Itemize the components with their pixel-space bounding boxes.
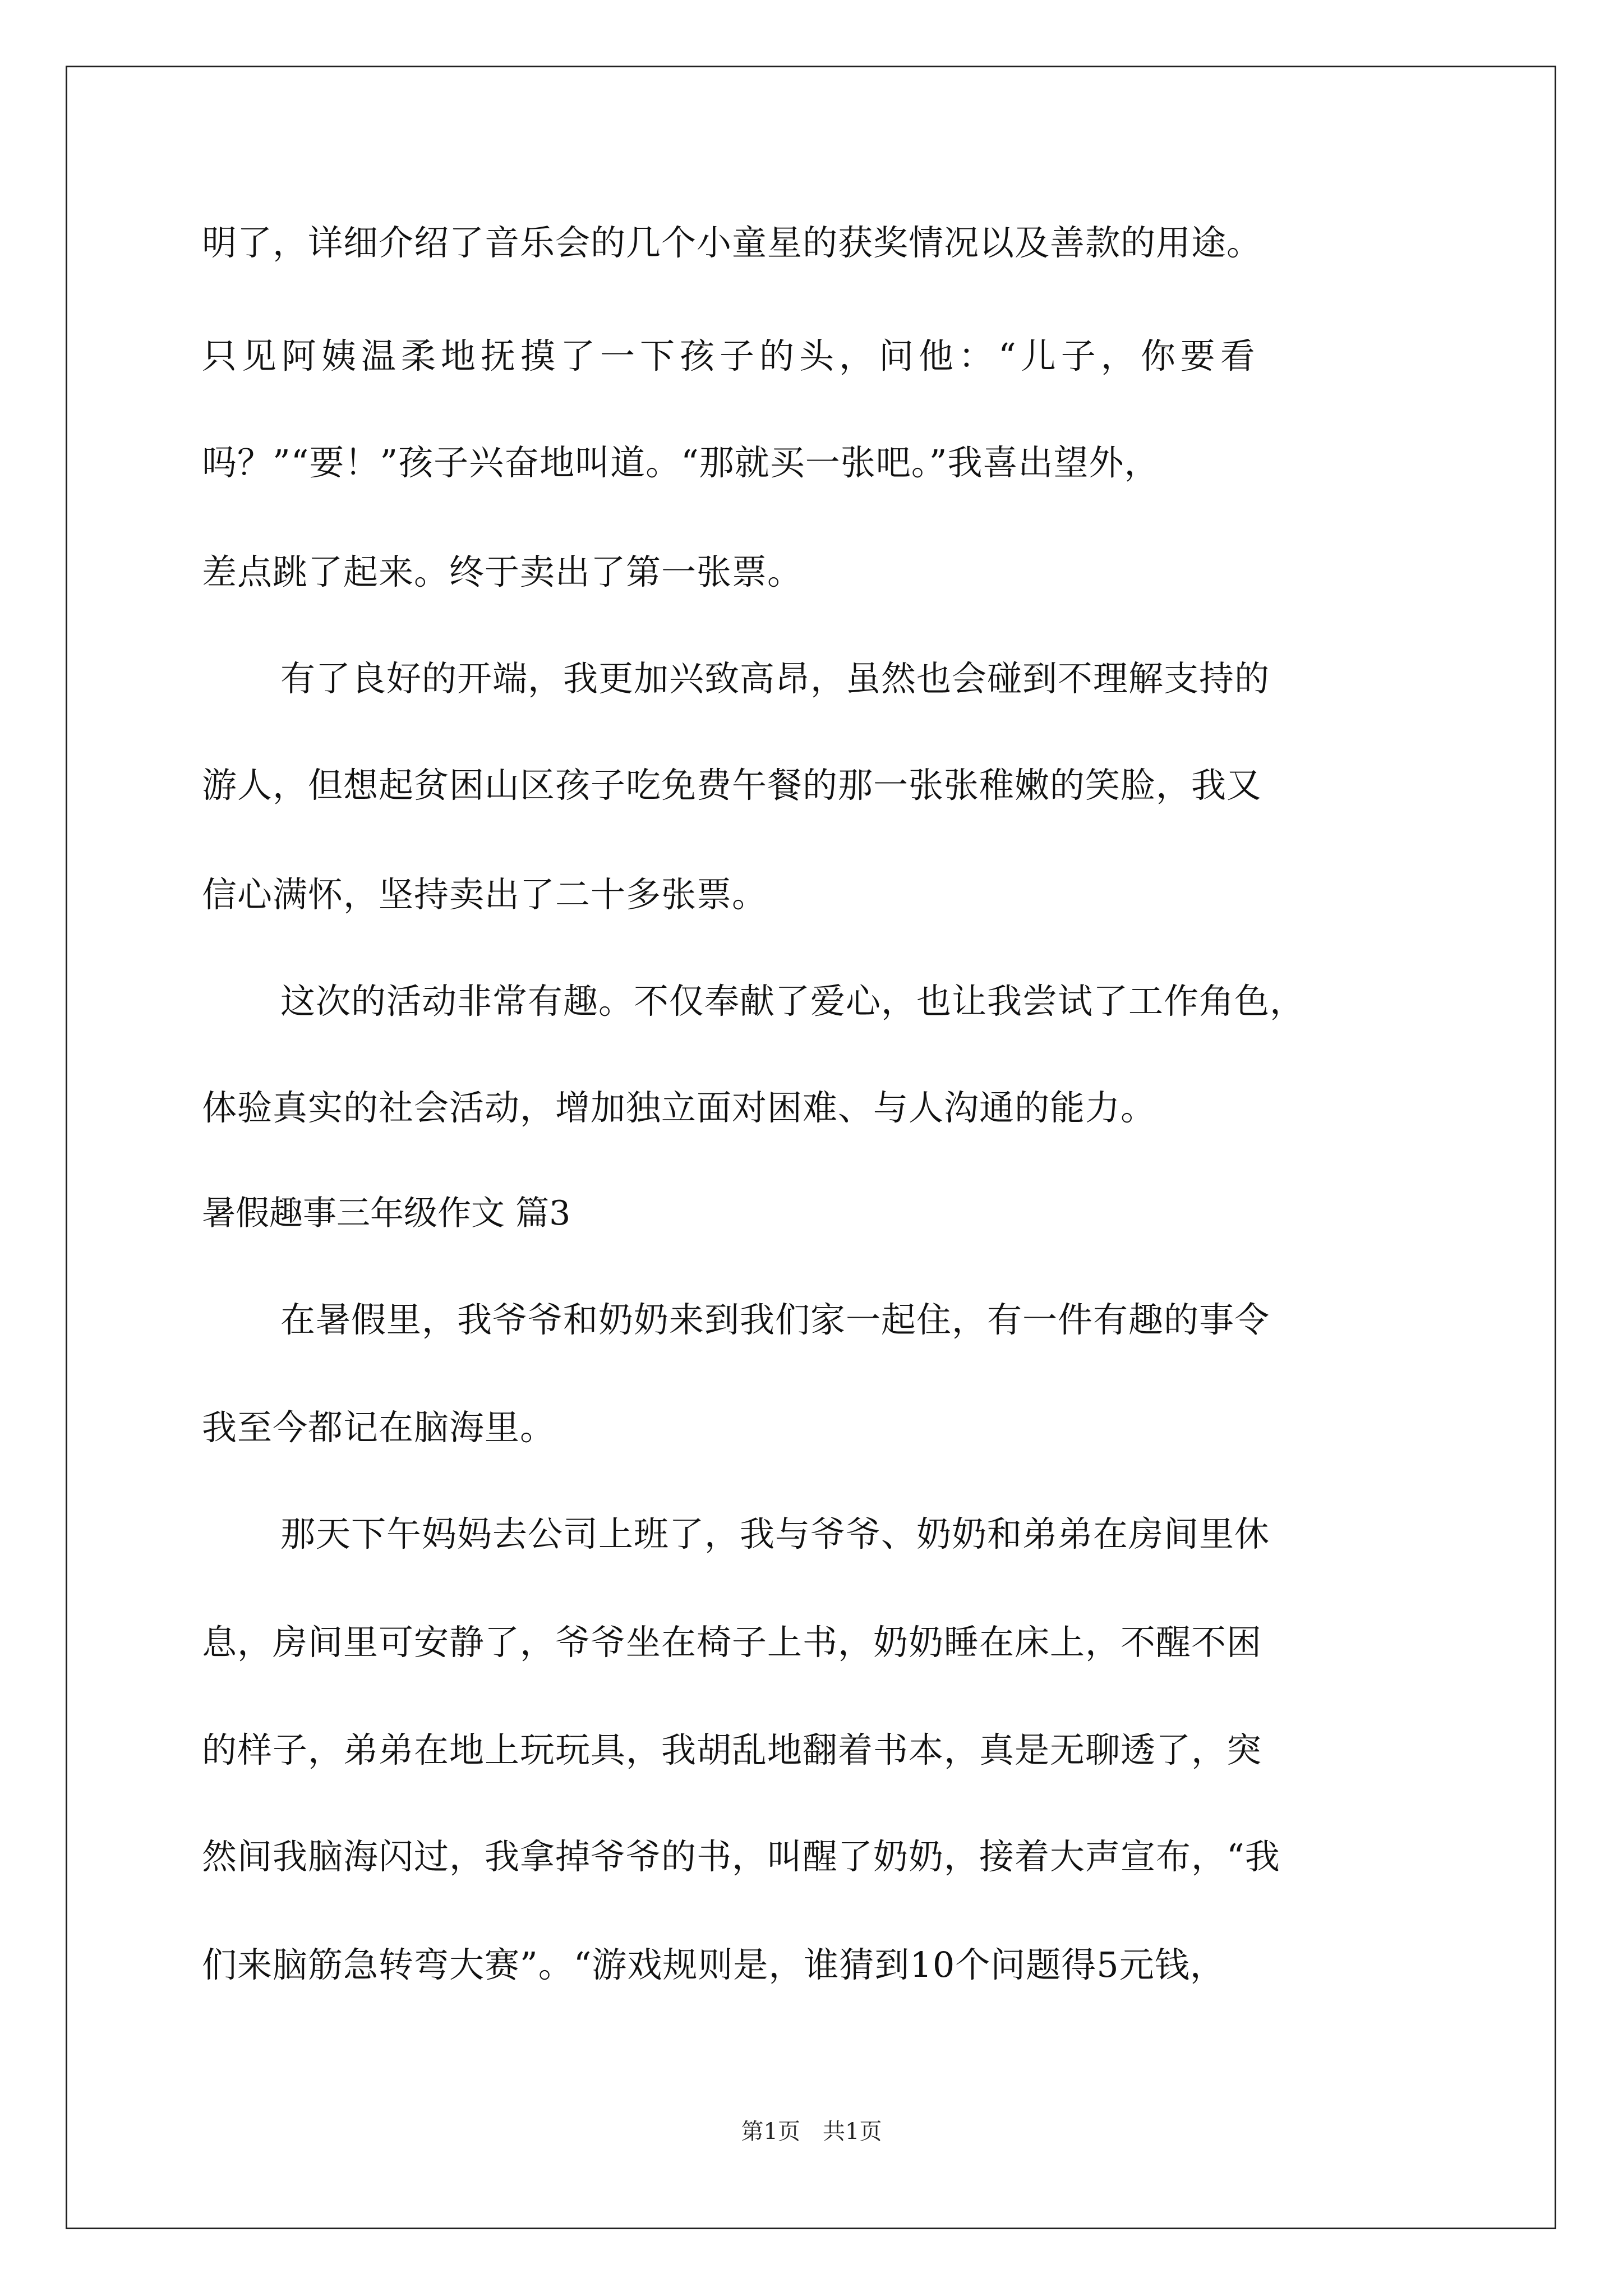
page-number-footer: 第1页 共1页 bbox=[741, 2119, 882, 2145]
text-line: 这次的活动非常有趣。不仅奉献了爱心，也让我尝试了工作角色， bbox=[280, 981, 1306, 1022]
text-line: 然间我脑海闪过，我拿掉爷爷的书，叫醒了奶奶，接着大声宣布，“我 bbox=[202, 1836, 1280, 1877]
text-line: 有了良好的开端，我更加兴致高昂，虽然也会碰到不理解支持的 bbox=[280, 658, 1270, 699]
text-line: 们来脑筋急转弯大赛”。“游戏规则是，谁猜到10个问题得5元钱， bbox=[202, 1944, 1225, 1985]
text-line: 息，房间里可安静了，爷爷坐在椅子上书，奶奶睡在床上，不醒不困 bbox=[202, 1622, 1262, 1663]
text-line: 的样子，弟弟在地上玩玩具，我胡乱地翻着书本，真是无聊透了，突 bbox=[202, 1729, 1262, 1770]
text-line: 体验真实的社会活动，增加独立面对困难、与人沟通的能力。 bbox=[202, 1087, 1156, 1128]
text-line: 信心满怀，坚持卖出了二十多张票。 bbox=[202, 874, 768, 915]
text-line: 在暑假里，我爷爷和奶奶来到我们家一起住，有一件有趣的事令 bbox=[280, 1299, 1270, 1340]
text-line: 吗？”“要！”孩子兴奋地叫道。“那就买一张吧。”我喜出望外， bbox=[202, 442, 1160, 483]
text-line: 我至今都记在脑海里。 bbox=[202, 1407, 556, 1448]
text-line: 明了，详细介绍了音乐会的几个小童星的获奖情况以及善款的用途。 bbox=[202, 222, 1262, 263]
text-line: 只见阿姨温柔地抚摸了一下孩子的头，问他：“儿子，你要看 bbox=[202, 335, 1260, 376]
text-line: 游人，但想起贫困山区孩子吃免费午餐的那一张张稚嫩的笑脸，我又 bbox=[202, 765, 1262, 806]
page-border bbox=[66, 66, 1556, 2229]
text-line: 差点跳了起来。终于卖出了第一张票。 bbox=[202, 551, 803, 592]
section-heading: 暑假趣事三年级作文 篇3 bbox=[202, 1194, 571, 1233]
text-line: 那天下午妈妈去公司上班了，我与爷爷、奶奶和弟弟在房间里休 bbox=[280, 1513, 1270, 1554]
